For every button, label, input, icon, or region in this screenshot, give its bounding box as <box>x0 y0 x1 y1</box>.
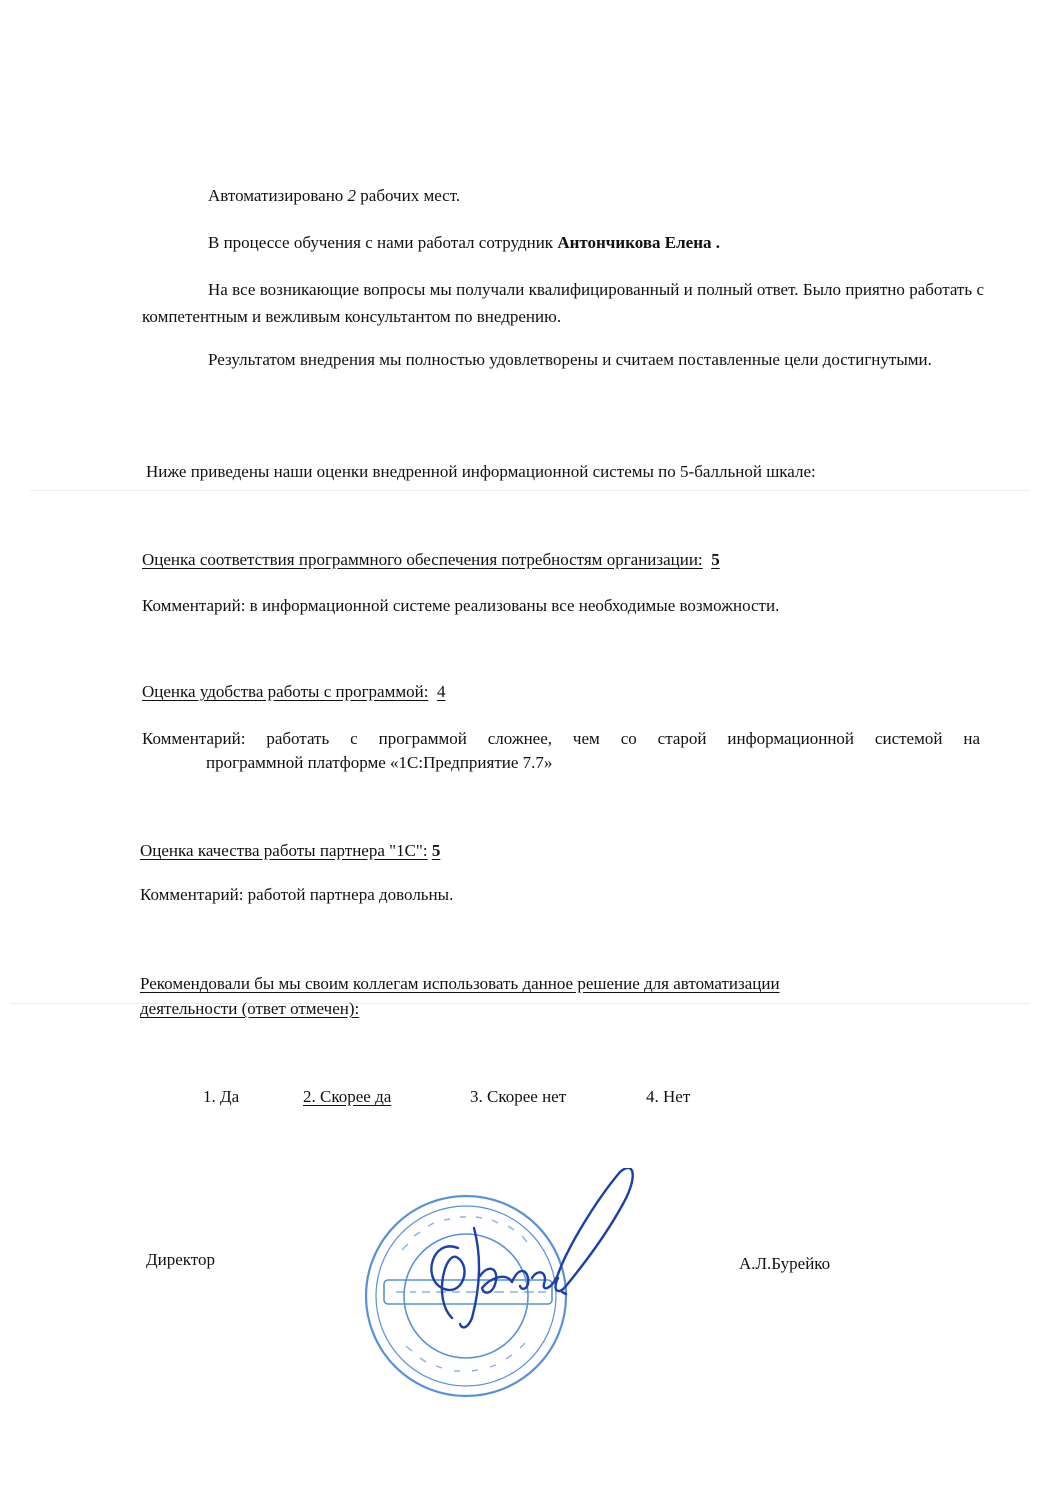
workplaces-sentence: Автоматизировано 2 рабочих мест. <box>208 186 461 205</box>
rating-software-fit-comment: Комментарий: в информационной системе реализованы все необходимые возможности. <box>142 596 780 615</box>
rating-usability-comment-line1: Комментарий: работать с программой сложнее, чем со старой информационной системой на <box>142 729 980 748</box>
employee-name: Антончикова Елена . <box>557 233 720 252</box>
signature-name: А.Л.Бурейко <box>739 1254 831 1273</box>
signature-title: Директор <box>146 1250 215 1269</box>
rating-score: 5 <box>711 550 720 569</box>
option-no: 4. Нет <box>646 1087 691 1106</box>
rating-partner-comment: Комментарий: работой партнера довольны. <box>140 885 454 904</box>
option-rather-no: 3. Скорее нет <box>470 1087 567 1106</box>
rating-partner: Оценка качества работы партнера "1С": 5 <box>140 841 441 860</box>
rating-usability-comment-line2: программной платформе «1С:Предприятие 7.7» <box>206 753 553 772</box>
scan-artifact-line <box>30 490 1030 491</box>
trainer-sentence: В процессе обучения с нами работал сотрудник Антончикова Елена . <box>208 233 720 252</box>
option-rather-yes-selected: 2. Скорее да <box>303 1087 392 1106</box>
feedback-paragraph: На все возникающие вопросы мы получали квалифицированный и полный ответ. Было приятно работать с компетентным и вежливым консультантом по внедрению. <box>142 280 984 326</box>
option-yes: 1. Да <box>203 1087 240 1106</box>
seal-stamp <box>366 1196 566 1396</box>
rating-score: 4 <box>436 682 446 701</box>
rating-usability: Оценка удобства работы с программой: 4 <box>142 682 446 701</box>
ratings-intro: Ниже приведены наши оценки внедренной информационной системы по 5-балльной шкале: <box>146 462 816 481</box>
recommendation-question-line1: Рекомендовали бы мы своим коллегам использовать данное решение для автоматизации <box>140 974 780 993</box>
company-seal-and-signature <box>362 1168 642 1428</box>
rating-software-fit: Оценка соответствия программного обеспечения потребностям организации: 5 <box>142 550 720 569</box>
result-paragraph: Результатом внедрения мы полностью удовлетворены и считаем поставленные цели достигнутыми. <box>208 350 932 369</box>
rating-score: 5 <box>431 841 441 860</box>
workplaces-count: 2 <box>347 186 357 205</box>
recommendation-question-line2: деятельности (ответ отмечен): <box>140 999 360 1018</box>
